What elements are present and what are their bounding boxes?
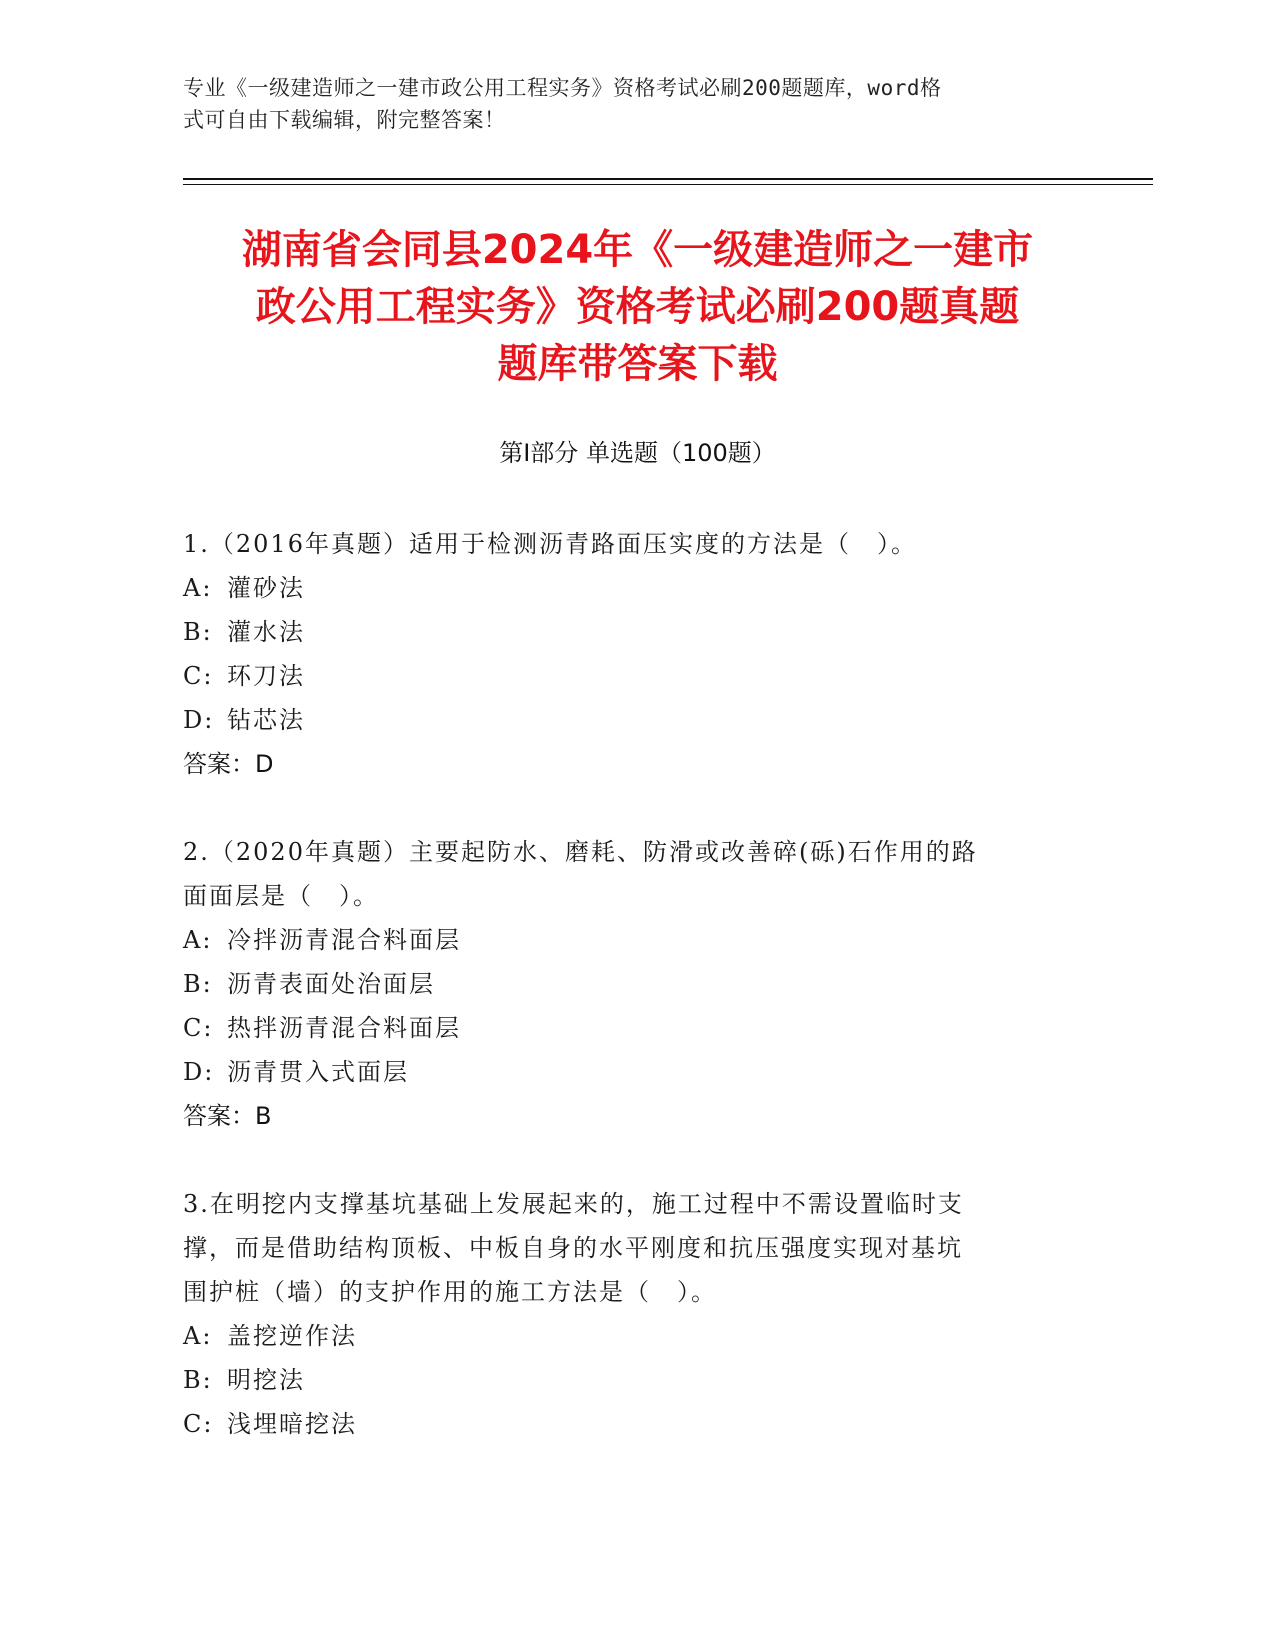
option-text: 浅埋暗挖法 (227, 1410, 357, 1438)
option-letter: A: (183, 1322, 213, 1350)
option-b (183, 610, 1063, 654)
document-title (150, 222, 1125, 393)
option-b (183, 1358, 1063, 1402)
question-list (183, 522, 1063, 1490)
option-text: 盖挖逆作法 (227, 1322, 357, 1350)
question-item (183, 1182, 1063, 1446)
option-letter: D: (183, 706, 215, 734)
option-letter: C: (183, 662, 214, 690)
option-text: 灌砂法 (227, 574, 305, 602)
option-text: 热拌沥青混合料面层 (227, 1014, 461, 1042)
question-item (183, 522, 1063, 786)
header-divider-thick (183, 178, 1153, 180)
option-text: 冷拌沥青混合料面层 (227, 926, 461, 954)
option-a (183, 1314, 1063, 1358)
option-letter: B: (183, 970, 213, 998)
option-c (183, 1006, 1063, 1050)
option-letter: A: (183, 574, 213, 602)
option-text: 钻芯法 (227, 706, 305, 734)
question-stem: 撑，而是借助结构顶板、中板自身的水平刚度和抗压强度实现对基坑 (183, 1234, 963, 1262)
option-c (183, 654, 1063, 698)
option-text: 沥青贯入式面层 (227, 1058, 409, 1086)
title-line: 湖南省会同县2024年《一级建造师之一建市 (241, 227, 1034, 273)
option-b (183, 962, 1063, 1006)
question-stem: 3.在明挖内支撑基坑基础上发展起来的，施工过程中不需设置临时支 (183, 1190, 964, 1218)
option-letter: D: (183, 1058, 215, 1086)
option-d (183, 698, 1063, 742)
option-c (183, 1402, 1063, 1446)
header-note-line: 式可自由下载编辑，附完整答案！ (183, 108, 506, 132)
question-stem: 2.（2020年真题）主要起防水、磨耗、防滑或改善碎(砾)石作用的路 (183, 838, 978, 866)
section-heading: 第Ⅰ部分 单选题（100题） (499, 439, 776, 467)
option-letter: C: (183, 1014, 214, 1042)
option-text: 环刀法 (227, 662, 305, 690)
option-letter: B: (183, 1366, 213, 1394)
title-line: 题库带答案下载 (497, 341, 778, 387)
header-note (183, 72, 1063, 136)
answer-line: 答案：B (183, 1102, 272, 1130)
option-d (183, 1050, 1063, 1094)
question-stem: 1.（2016年真题）适用于检测沥青路面压实度的方法是（ ）。 (183, 530, 917, 558)
title-line: 政公用工程实务》资格考试必刷200题真题 (255, 284, 1020, 330)
option-text: 灌水法 (227, 618, 305, 646)
option-text: 明挖法 (227, 1366, 305, 1394)
answer-line: 答案：D (183, 750, 274, 778)
header-note-line: 专业《一级建造师之一建市政公用工程实务》资格考试必刷200题题库，word格 (183, 76, 942, 100)
header-divider-thin (183, 184, 1153, 185)
question-stem: 围护桩（墙）的支护作用的施工方法是（ ）。 (183, 1278, 717, 1306)
question-item (183, 830, 1063, 1138)
option-letter: C: (183, 1410, 214, 1438)
option-a (183, 566, 1063, 610)
question-stem: 面面层是（ ）。 (183, 882, 379, 910)
option-a (183, 918, 1063, 962)
option-letter: B: (183, 618, 213, 646)
option-letter: A: (183, 926, 213, 954)
option-text: 沥青表面处治面层 (227, 970, 435, 998)
